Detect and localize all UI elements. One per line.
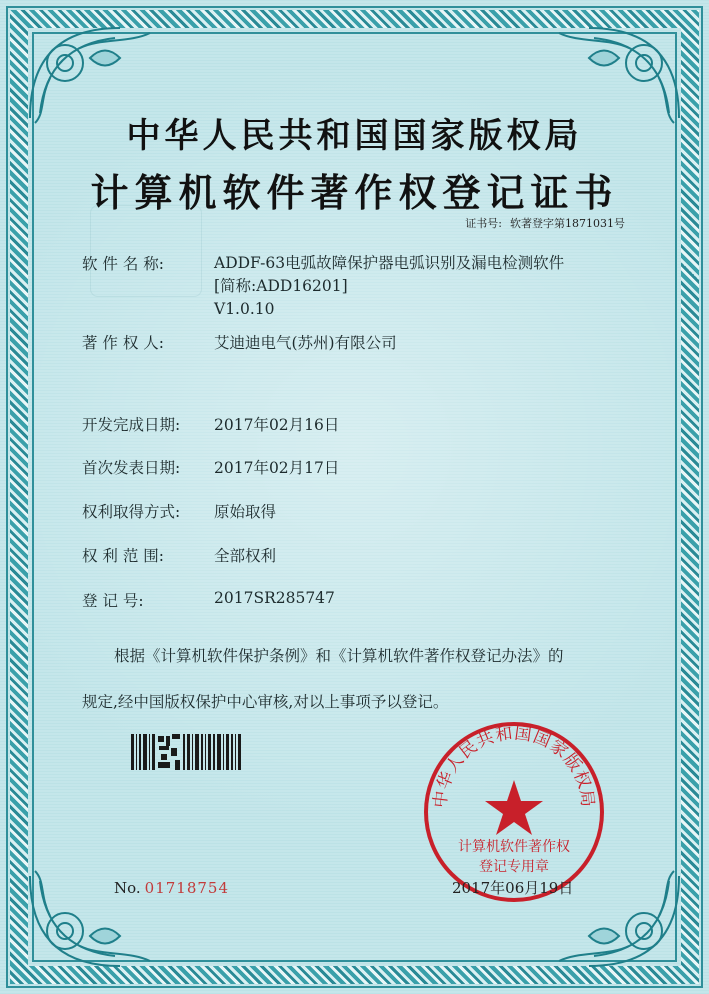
- software-name-label: 软 件 名 称:: [82, 255, 165, 273]
- dev-date-value: 2017年02月16日: [214, 416, 340, 434]
- software-short-name: [简称:ADD16201]: [214, 277, 348, 295]
- barcode: [131, 734, 241, 770]
- certificate-number-label: 证书号:: [465, 217, 502, 230]
- owner-label: 著 作 权 人:: [82, 334, 165, 352]
- scope-value: 全部权利: [214, 547, 277, 565]
- owner-value: 艾迪迪电气(苏州)有限公司: [214, 334, 397, 352]
- serial-number: [114, 879, 229, 897]
- pub-date-row: [82, 456, 339, 478]
- certificate-number: [457, 215, 625, 231]
- acquire-value: 原始取得: [214, 503, 277, 521]
- seal-ring-text: 中华人民共和国国家版权局: [430, 723, 598, 809]
- certificate-title: 计算机软件著作权登记证书: [90, 170, 619, 215]
- software-name-line: ADDF-63电弧故障保护器电弧识别及漏电检测软件: [214, 254, 565, 272]
- pub-date-label: 首次发表日期:: [82, 459, 181, 477]
- seal-star-icon: [485, 780, 543, 835]
- serial-value: 01718754: [144, 879, 230, 897]
- registration-value: 2017SR285747: [214, 589, 335, 607]
- body-text-line1: 根据《计算机软件保护条例》和《计算机软件著作权登记办法》的: [114, 647, 564, 665]
- acquire-row: [82, 500, 276, 522]
- certificate-number-value: 软著登字第1871031号: [510, 217, 625, 230]
- scope-label: 权 利 范 围:: [82, 547, 165, 565]
- dev-date-label: 开发完成日期:: [82, 416, 181, 434]
- scope-row: [82, 544, 276, 566]
- issue-date: 2017年06月19日: [452, 879, 574, 897]
- dev-date-row: [82, 413, 339, 435]
- registration-row: [82, 589, 335, 611]
- pub-date-value: 2017年02月17日: [214, 459, 340, 477]
- registration-label: 登 记 号:: [82, 592, 144, 610]
- acquire-label: 权利取得方式:: [82, 503, 181, 521]
- software-name-row: [82, 252, 564, 321]
- serial-label: No.: [114, 879, 141, 897]
- body-text-line2: 规定,经中国版权保护中心审核,对以上事项予以登记。: [82, 693, 449, 711]
- seal-text-line1: 计算机软件著作权: [458, 839, 570, 855]
- issuing-authority: 中华人民共和国国家版权局: [126, 116, 583, 156]
- owner-row: [82, 331, 397, 353]
- seal-text-line2: 登记专用章: [479, 859, 549, 875]
- software-name-value: [214, 252, 564, 321]
- software-version: V1.0.10: [214, 300, 275, 318]
